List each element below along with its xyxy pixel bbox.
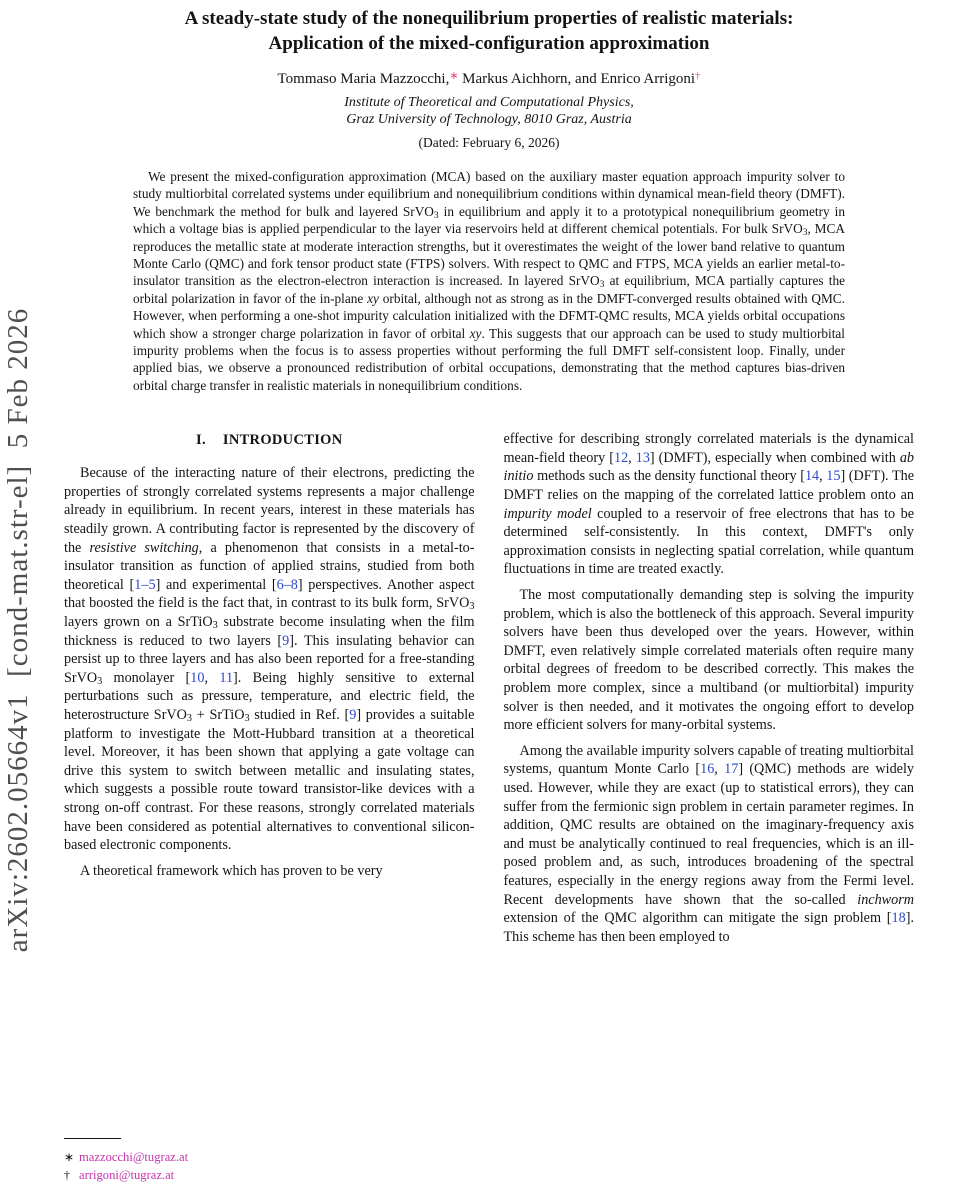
text-sub: 3 [469, 601, 475, 613]
email-link-mazzocchi[interactable]: mazzocchi@tugraz.at [79, 1150, 189, 1164]
text-run: at equilibrium, MCA partially captures the orbital polarization in favor of the in-plane [133, 273, 845, 306]
paragraph [64, 464, 475, 854]
text-run: . This suggests that our approach can be used to study multiorbital impurity problems when the focus is to assess properties without performing the full DMFT self-consistent loop. Finally, under applied bias, we observe a pronounced redistribution of orbital occupations, demonstrating that the method captures bias-driven orbital charge transfer in realistic materials in nonequilibrium conditions. [133, 325, 845, 393]
text-run: Markus Aichhorn, and Enrico Arrigoni [458, 71, 696, 87]
text-mark: ∗ [449, 69, 459, 82]
citation-link[interactable]: 14 [804, 468, 820, 485]
text-run: ] (QMC) methods are widely used. However, while they are exact (up to statistical errors), they can suffer from the fermionic sign problem in certain parameter regimes. In addition, QMC results are obtained on the imaginary-frequency axis and must be analytically continued to real frequencies, which is an ill-posed problem and, as such, introduces broadening of the spectral features, especially in the energy regions away from the Fermi level. Recent developments have shown that the so-called [503, 761, 914, 908]
footnote-author-2 [64, 1166, 476, 1184]
text-run: The most computationally demanding step is solving the impurity problem, which is also the bottleneck of this approach. Several impurity solvers have been thus developed over the years. However, within DMFT, even relatively simple correlated materials often require many orbital degrees of freedom to be described correctly. This makes the problem more complex, since a multiband (or multiorbital) impurity solver is then needed, and it motivates the ongoing effort to develop more efficient solvers for many-orbital systems. [503, 587, 914, 734]
text-run: studied in Ref. [ [249, 707, 350, 723]
paragraph [504, 430, 915, 579]
citation-link[interactable]: 6–8 [276, 576, 298, 593]
text-run: ] (DFT). The DMFT relies on the mapping of the correlated lattice problem onto an [503, 468, 915, 504]
text-run: Among the available impurity solvers capable of treating multiorbital systems, quantum Monte Carlo [ [503, 742, 914, 778]
abstract [133, 168, 845, 394]
citation-link[interactable]: 17 [724, 761, 739, 778]
text-run: ]. Being highly sensitive to external perturbations such as pressure, temperature, and electric field, the heterostructure SrVO [64, 669, 475, 723]
text-run: ]. This scheme has then been employed to [503, 910, 914, 945]
text-italic: ab initio [503, 449, 915, 485]
text-italic: impurity model [503, 505, 592, 522]
citation-link[interactable]: 9 [282, 632, 290, 649]
citation-link[interactable]: 1–5 [134, 576, 156, 593]
text-run: , [628, 449, 636, 466]
text-run: ] (DMFT), especially when combined with [649, 449, 900, 466]
text-sub: 3 [802, 227, 808, 239]
text-run: , [819, 468, 827, 485]
text-italic: xy [469, 325, 482, 341]
text-italic: resistive switching [89, 539, 199, 556]
section-heading-introduction [64, 432, 475, 449]
title-line-1: A steady-state study of the nonequilibrium properties of realistic materials: [184, 8, 794, 29]
arxiv-stamp: arXiv:2602.05664v1 [cond-mat.str-el] 5 Feb 2026 [2, 307, 34, 953]
text-run: extension of the QMC algorithm can mitigate the sign problem [ [503, 910, 892, 927]
text-sub: 3 [97, 676, 103, 688]
text-run: methods such as the density functional theory [ [533, 468, 805, 485]
citation-link[interactable]: 11 [219, 669, 234, 686]
right-column-text [504, 430, 915, 946]
footnote-rule [64, 1138, 121, 1139]
affiliation-line-2: Graz University of Technology, 8010 Graz, Austria [346, 112, 632, 127]
footnotes [64, 1138, 476, 1184]
affiliation-line-1: Institute of Theoretical and Computational Physics, [344, 95, 634, 110]
text-run: ] and experimental [ [155, 576, 277, 593]
text-sub: 3 [186, 713, 193, 725]
text-run: orbital, although not as strong as in the DMFT-converged results obtained with QMC. However, when performing a one-shot impurity calculation initialized with the DFMT-QMC results, MCA yields orbital occupations which show a stronger charge polarization in favor of orbital [133, 290, 845, 341]
paragraph [504, 742, 915, 947]
section-number: I. [196, 432, 206, 449]
text-run: ] perspectives. Another aspect that boosted the field is the fact that, in contrast to its bulk form, SrVO [64, 576, 475, 612]
paper-title [64, 0, 914, 56]
text-run: A theoretical framework which has proven to be very [80, 862, 383, 879]
paper-content [64, 0, 914, 953]
text-run: , MCA reproduces the metallic state at moderate interaction strengths, but it overestimates the weight of the lower band relative to quantum Monte Carlo (QMC) and fork tensor product state (FTPS) solvers. With respect to QMC and FTPS, MCA yields an earlier metal-to-insulator transition as the electron-electron interaction is increased. In layered SrVO [133, 221, 845, 289]
text-run: in equilibrium and apply it to a prototypical nonequilibrium geometry in which a voltage bias is applied perpendicular to the layer via reservoirs held at different chemical potentials. For bulk SrVO [133, 203, 845, 237]
text-sub: 3 [433, 209, 439, 221]
text-run: Tommaso Maria Mazzocchi, [277, 71, 450, 87]
date-line: (Dated: February 6, 2026) [418, 135, 560, 150]
citation-link[interactable]: 15 [826, 468, 841, 485]
text-run: We present the mixed-configuration approximation (MCA) based on the auxiliary master equation approach impurity solver to study multiorbital correlated systems under equilibrium and nonequilibrium conditions within dynamical mean-field theory (DMFT). We benchmark the method for bulk and layered SrVO [133, 169, 845, 219]
paragraph [64, 862, 475, 881]
right-column [504, 430, 915, 953]
text-run: substrate become insulating when the film thickness is reduced to two layers [ [64, 614, 475, 649]
left-column-text [64, 464, 475, 880]
text-run: ] provides a suitable platform to investigate the Mott-Hubbard transition at a theoretical level. Moreover, it has been shown that applying a gate voltage can drive this system to switch between metallic and insulating states, which suggests a possible route toward transistor-like devices with a strong on-off contrast. For these reasons, strongly correlated materials have been considered as potential alternatives to conventional silicon-based electronic components. [64, 707, 475, 854]
footnote-marker: ∗ [64, 1150, 75, 1164]
text-run: layers grown on a SrTiO [64, 614, 213, 631]
section-title: INTRODUCTION [222, 432, 343, 449]
paragraph [504, 586, 915, 735]
text-mark: † [695, 69, 701, 82]
footnote-marker: † [64, 1168, 70, 1182]
left-column [64, 430, 475, 953]
citation-link[interactable]: 12 [613, 449, 629, 466]
citation-link[interactable]: 13 [635, 449, 650, 466]
text-run: ]. This insulating behavior can persist up to three layers and has also been reported for a free-standing SrVO [64, 632, 475, 686]
citation-link[interactable]: 16 [700, 761, 715, 778]
text-sub: 3 [599, 279, 605, 291]
citation-link[interactable]: 9 [349, 707, 357, 723]
text-run: monolayer [ [102, 669, 191, 686]
text-sub: 3 [244, 713, 250, 725]
citation-link[interactable]: 10 [190, 669, 205, 686]
text-sub: 3 [212, 620, 218, 632]
text-run: + SrTiO [192, 707, 245, 723]
text-run: effective for describing strongly correlated materials is the dynamical mean-field theory [ [503, 431, 914, 466]
text-run: coupled to a reservoir of free electrons that has to be determined self-consistently. In this context, DMFT's only approximation consists in neglecting spatial correlation, while quantum fluctuations in time are treated exactly. [503, 505, 914, 578]
affiliation [64, 94, 914, 128]
text-run: , a phenomenon that consists in a metal-to-insulator transition as function of applied strains, studied from both theoretical [ [64, 539, 475, 593]
authors-line [64, 70, 914, 89]
title-line-2: Application of the mixed-configuration approximation [268, 33, 710, 54]
text-italic: xy [367, 290, 379, 306]
text-run: , [714, 761, 725, 778]
two-column-body [64, 430, 914, 953]
text-run: Because of the interacting nature of their electrons, predicting the properties of strongly correlated systems represents a major challenge already in equilibrium. In recent years, interest in these materials has steadily grown. A contributing factor is represented by the discovery of the [64, 465, 475, 556]
email-link-arrigoni[interactable]: arrigoni@tugraz.at [79, 1168, 175, 1182]
citation-link[interactable]: 18 [891, 910, 906, 927]
footnote-author-1 [64, 1148, 476, 1166]
text-italic: inchworm [857, 891, 914, 908]
text-run: , [204, 669, 220, 686]
